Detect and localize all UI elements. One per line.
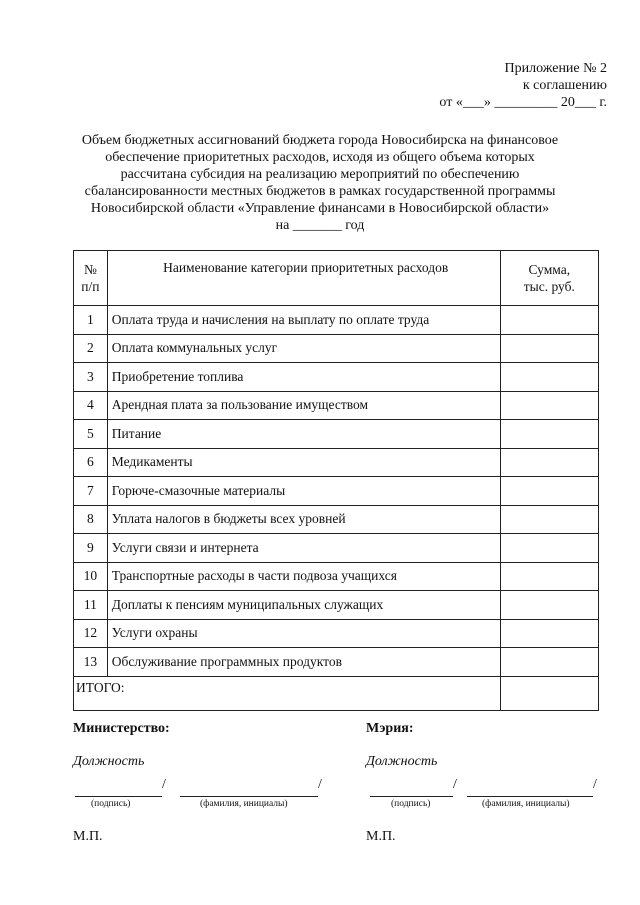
row-num: 3 xyxy=(74,363,108,392)
table-row xyxy=(74,477,599,506)
table-row xyxy=(74,306,599,335)
slash-separator: / xyxy=(593,777,597,792)
row-name: Услуги охраны xyxy=(107,619,500,648)
document-title xyxy=(60,132,580,234)
row-name: Арендная плата за пользование имуществом xyxy=(107,391,500,420)
table-row xyxy=(74,648,599,677)
row-sum[interactable] xyxy=(500,477,598,506)
row-sum[interactable] xyxy=(500,391,598,420)
title-line: рассчитана субсидия на реализацию мероприятий по обеспечению xyxy=(120,167,520,182)
table-row xyxy=(74,534,599,563)
total-label: ИТОГО: xyxy=(74,676,501,710)
ministry-title: Министерство: xyxy=(73,721,170,736)
total-sum[interactable] xyxy=(500,676,598,710)
mayoralty-sign-caption: (подпись) xyxy=(391,799,431,809)
appendix-date: от «___» _________ 20___ г. xyxy=(439,95,607,110)
row-num: 6 xyxy=(74,448,108,477)
header-sum-line1: Сумма, xyxy=(528,262,571,277)
slash-separator: / xyxy=(453,777,457,792)
row-sum[interactable] xyxy=(500,648,598,677)
total-row xyxy=(74,676,599,710)
header-name: Наименование категории приоритетных расходов xyxy=(107,251,500,306)
row-name: Медикаменты xyxy=(107,448,500,477)
ministry-sign-caption: (подпись) xyxy=(91,799,131,809)
table-row xyxy=(74,448,599,477)
row-name: Уплата налогов в бюджеты всех уровней xyxy=(107,505,500,534)
header-num xyxy=(74,251,108,306)
appendix-number: Приложение № 2 xyxy=(504,61,607,76)
row-name: Доплаты к пенсиям муниципальных служащих xyxy=(107,591,500,620)
row-sum[interactable] xyxy=(500,505,598,534)
row-num: 11 xyxy=(74,591,108,620)
header-num-line2: п/п xyxy=(81,279,100,294)
appendix-agreement: к соглашению xyxy=(522,78,607,93)
header-num-line1: № xyxy=(83,262,97,277)
row-sum[interactable] xyxy=(500,534,598,563)
mayoralty-name-line[interactable] xyxy=(467,779,593,797)
row-num: 13 xyxy=(74,648,108,677)
row-sum[interactable] xyxy=(500,334,598,363)
title-line: сбалансированности местных бюджетов в рамках государственной программы xyxy=(84,184,556,199)
table-row xyxy=(74,591,599,620)
table-row xyxy=(74,391,599,420)
ministry-name-line[interactable] xyxy=(180,779,318,797)
slash-separator: / xyxy=(162,777,166,792)
row-num: 1 xyxy=(74,306,108,335)
ministry-signature-line[interactable] xyxy=(75,779,162,797)
row-name: Оплата коммунальных услуг xyxy=(107,334,500,363)
ministry-name-caption: (фамилия, инициалы) xyxy=(200,799,288,809)
signature-mayoralty xyxy=(366,721,626,851)
row-num: 12 xyxy=(74,619,108,648)
title-line: на _______ год xyxy=(275,218,365,233)
ministry-position: Должность xyxy=(73,754,145,769)
row-num: 2 xyxy=(74,334,108,363)
row-name: Питание xyxy=(107,420,500,449)
ministry-stamp: М.П. xyxy=(73,829,103,844)
table-row xyxy=(74,619,599,648)
header-sum-line2: тыс. руб. xyxy=(523,279,575,294)
row-name: Оплата труда и начисления на выплату по оплате труда xyxy=(107,306,500,335)
table-header-row xyxy=(74,251,599,306)
row-name: Услуги связи и интернета xyxy=(107,534,500,563)
row-sum[interactable] xyxy=(500,306,598,335)
expenses-table xyxy=(73,250,599,711)
row-num: 4 xyxy=(74,391,108,420)
table-row xyxy=(74,363,599,392)
row-num: 8 xyxy=(74,505,108,534)
row-name: Транспортные расходы в части подвоза учащихся xyxy=(107,562,500,591)
table-row xyxy=(74,334,599,363)
title-line: обеспечение приоритетных расходов, исходя из общего объема которых xyxy=(105,150,535,165)
row-num: 9 xyxy=(74,534,108,563)
row-sum[interactable] xyxy=(500,619,598,648)
row-num: 5 xyxy=(74,420,108,449)
row-name: Горюче-смазочные материалы xyxy=(107,477,500,506)
mayoralty-title: Мэрия: xyxy=(366,721,414,736)
slash-separator: / xyxy=(318,777,322,792)
mayoralty-signature-line[interactable] xyxy=(370,779,453,797)
table-row xyxy=(74,505,599,534)
signature-ministry xyxy=(73,721,333,851)
appendix-header xyxy=(439,60,607,111)
row-num: 10 xyxy=(74,562,108,591)
row-sum[interactable] xyxy=(500,363,598,392)
table-row xyxy=(74,420,599,449)
row-name: Приобретение топлива xyxy=(107,363,500,392)
title-line: Новосибирской области «Управление финансами в Новосибирской области» xyxy=(90,201,550,216)
row-num: 7 xyxy=(74,477,108,506)
row-sum[interactable] xyxy=(500,562,598,591)
mayoralty-position: Должность xyxy=(366,754,438,769)
row-sum[interactable] xyxy=(500,591,598,620)
row-name: Обслуживание программных продуктов xyxy=(107,648,500,677)
row-sum[interactable] xyxy=(500,420,598,449)
header-sum xyxy=(500,251,598,306)
title-line: Объем бюджетных ассигнований бюджета города Новосибирска на финансовое xyxy=(81,133,559,148)
mayoralty-name-caption: (фамилия, инициалы) xyxy=(482,799,570,809)
mayoralty-stamp: М.П. xyxy=(366,829,396,844)
table-row xyxy=(74,562,599,591)
row-sum[interactable] xyxy=(500,448,598,477)
